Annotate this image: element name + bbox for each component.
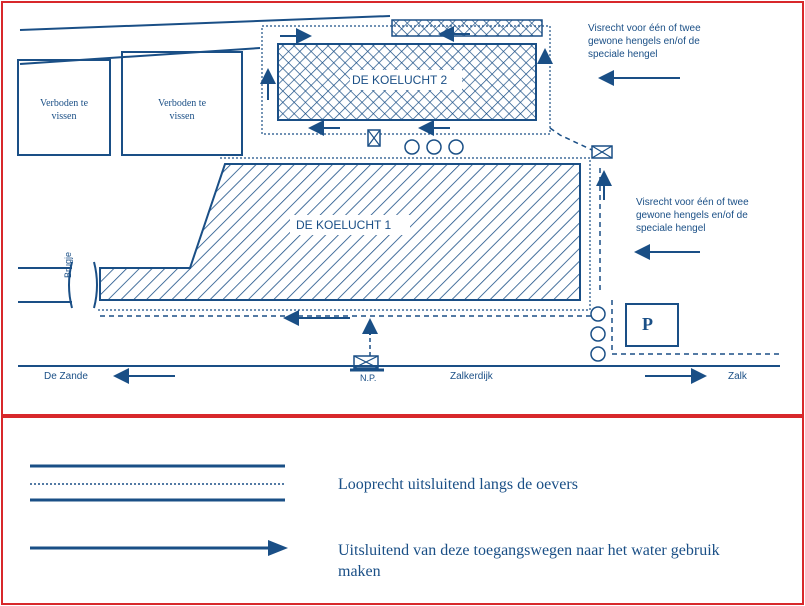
bushes-icon (405, 140, 463, 154)
legend-access-text: Uitsluitend van deze toegangswegen naar het water gebruik maken (338, 542, 720, 580)
parking-label: P (642, 314, 653, 334)
de-zande-label: De Zande (44, 371, 88, 382)
brugje-label: Brugje (63, 251, 73, 278)
koelucht-2-label: DE KOELUCHT 2 (352, 73, 448, 87)
bushes-icon (591, 307, 605, 361)
fishing-rights-top: Visrecht voor één of twee gewone hengels en/of de speciale hengel (588, 23, 701, 60)
restricted-label-left: Verboden te vissen (39, 98, 89, 122)
gate-icon (592, 146, 612, 158)
np-label: N.P. (360, 373, 377, 383)
gate-icon (368, 130, 380, 146)
np-gate-icon (350, 356, 384, 370)
restricted-label-right: Verboden te vissen (157, 98, 207, 122)
fishing-rights-mid: Visrecht voor één of twee gewone hengels en/of de speciale hengel (636, 197, 749, 234)
zalkerdijk-label: Zalkerdijk (450, 371, 493, 382)
legend-access-arrow (30, 540, 288, 556)
zalk-label: Zalk (728, 371, 747, 382)
koelucht-1-lake (96, 158, 604, 318)
bridge (18, 262, 97, 308)
legend-walking-symbol (30, 466, 285, 500)
legend-walking-text: Looprecht uitsluitend langs de oevers (338, 476, 578, 493)
koelucht-1-label: DE KOELUCHT 1 (296, 218, 392, 232)
